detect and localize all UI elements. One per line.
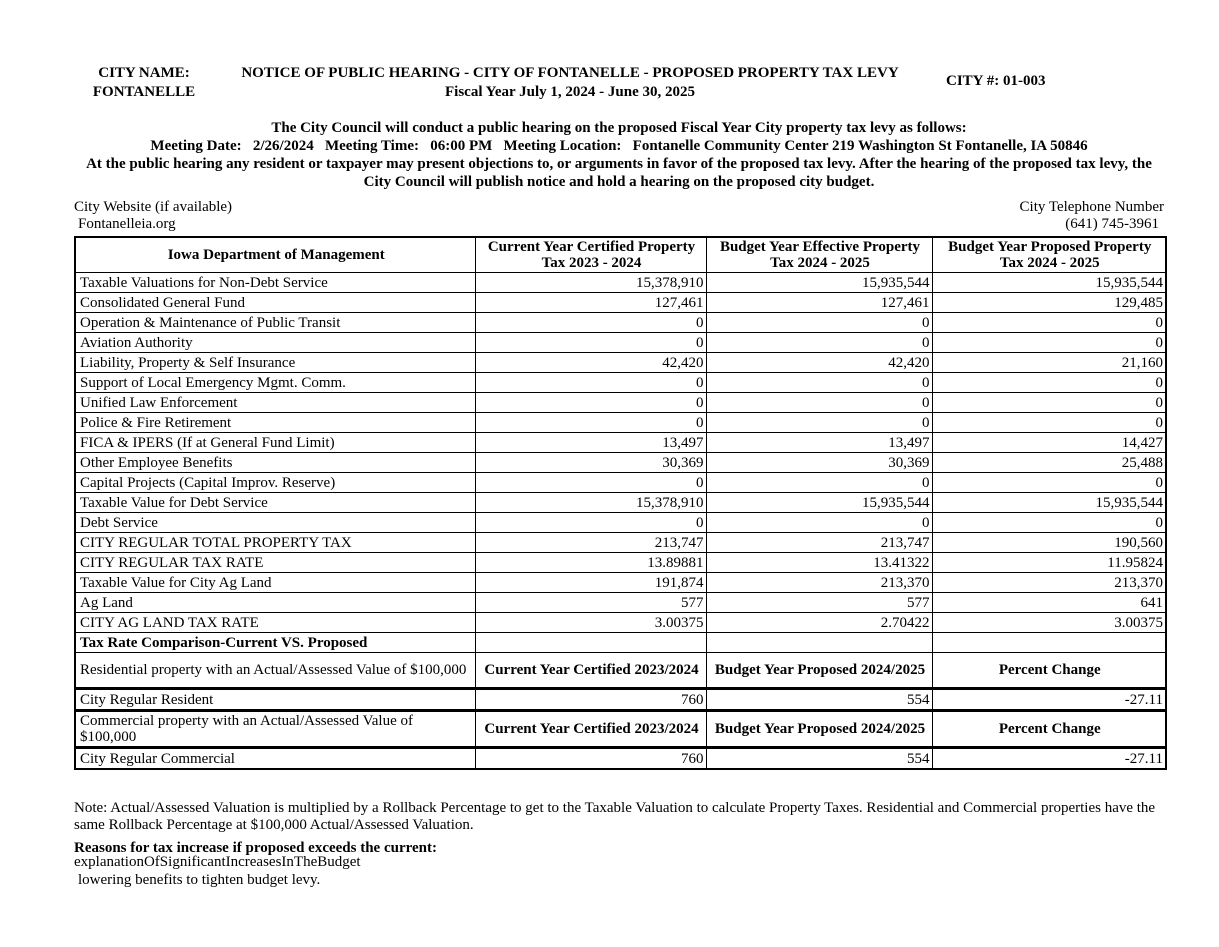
current-value: 13,497 xyxy=(475,433,706,453)
residential-change: -27.11 xyxy=(932,689,1166,711)
comparison-title-row xyxy=(75,633,1166,653)
commercial-change: -27.11 xyxy=(932,748,1166,770)
effective-value: 13.41322 xyxy=(706,553,932,573)
current-value: 0 xyxy=(475,413,706,433)
row-label: Capital Projects (Capital Improv. Reserve) xyxy=(75,473,475,493)
effective-value: 0 xyxy=(706,473,932,493)
commercial-proposed: 554 xyxy=(706,748,932,770)
effective-value: 0 xyxy=(706,393,932,413)
residential-row-label: City Regular Resident xyxy=(75,689,475,711)
hearing-intro xyxy=(74,119,1164,191)
proposed-value: 129,485 xyxy=(932,293,1166,313)
current-value: 127,461 xyxy=(475,293,706,313)
phone-label: City Telephone Number xyxy=(1019,199,1164,215)
row-label: FICA & IPERS (If at General Fund Limit) xyxy=(75,433,475,453)
commercial-header-row xyxy=(75,711,1166,748)
current-value: 0 xyxy=(475,513,706,533)
proposed-value: 0 xyxy=(932,373,1166,393)
row-label: Ag Land xyxy=(75,593,475,613)
proposed-value: 0 xyxy=(932,513,1166,533)
current-value: 0 xyxy=(475,373,706,393)
effective-value: 0 xyxy=(706,333,932,353)
proposed-value: 0 xyxy=(932,473,1166,493)
effective-value: 0 xyxy=(706,313,932,333)
commercial-label: Commercial property with an Actual/Assessed Value of $100,000 xyxy=(75,711,475,748)
effective-value: 127,461 xyxy=(706,293,932,313)
header-dept: Iowa Department of Management xyxy=(75,237,475,273)
effective-value: 577 xyxy=(706,593,932,613)
table-row xyxy=(75,373,1166,393)
effective-value: 213,747 xyxy=(706,533,932,553)
rollback-note: Note: Actual/Assessed Valuation is multiplied by a Rollback Percentage to get to the Taxable Valuation to calculate Property Taxes. Residential and Commercial properties have the same Rollback Percentage at $100,000 Actual/Assessed Valuation. xyxy=(74,800,1156,833)
current-value: 3.00375 xyxy=(475,613,706,633)
table-row xyxy=(75,453,1166,473)
residential-proposed: 554 xyxy=(706,689,932,711)
row-label: Police & Fire Retirement xyxy=(75,413,475,433)
table-header-row xyxy=(75,237,1166,273)
table-row xyxy=(75,533,1166,553)
notice-title: NOTICE OF PUBLIC HEARING - CITY OF FONTANELLE - PROPOSED PROPERTY TAX LEVY xyxy=(241,65,899,81)
effective-value: 30,369 xyxy=(706,453,932,473)
residential-col-current: Current Year Certified 2023/2024 xyxy=(475,653,706,689)
current-value: 0 xyxy=(475,393,706,413)
row-label: CITY REGULAR TOTAL PROPERTY TAX xyxy=(75,533,475,553)
effective-value: 0 xyxy=(706,513,932,533)
city-name-label: CITY NAME: xyxy=(98,65,190,81)
reasons-key: explanationOfSignificantIncreasesInTheBudget xyxy=(74,854,361,870)
proposed-value: 0 xyxy=(932,313,1166,333)
proposed-value: 0 xyxy=(932,413,1166,433)
current-value: 213,747 xyxy=(475,533,706,553)
row-label: CITY REGULAR TAX RATE xyxy=(75,553,475,573)
row-label: Consolidated General Fund xyxy=(75,293,475,313)
proposed-value: 15,935,544 xyxy=(932,273,1166,293)
comparison-title: Tax Rate Comparison-Current VS. Proposed xyxy=(75,633,475,653)
table-row xyxy=(75,513,1166,533)
table-row xyxy=(75,553,1166,573)
website-label: City Website (if available) xyxy=(74,199,233,215)
table-row xyxy=(75,573,1166,593)
row-label: Liability, Property & Self Insurance xyxy=(75,353,475,373)
table-row xyxy=(75,493,1166,513)
effective-value: 13,497 xyxy=(706,433,932,453)
row-label: Taxable Valuations for Non-Debt Service xyxy=(75,273,475,293)
current-value: 30,369 xyxy=(475,453,706,473)
current-value: 0 xyxy=(475,313,706,333)
table-row xyxy=(75,313,1166,333)
proposed-value: 14,427 xyxy=(932,433,1166,453)
table-row xyxy=(75,413,1166,433)
current-value: 0 xyxy=(475,473,706,493)
proposed-value: 0 xyxy=(932,393,1166,413)
reasons-title: Reasons for tax increase if proposed exceeds the current: xyxy=(74,840,438,856)
commercial-col-change: Percent Change xyxy=(932,711,1166,748)
row-label: CITY AG LAND TAX RATE xyxy=(75,613,475,633)
meeting-details: Meeting Date: 2/26/2024 Meeting Time: 06:00 PM Meeting Location: Fontanelle Community Center 219 Washington St Fontanelle, IA 50846 xyxy=(150,138,1088,154)
commercial-row-label: City Regular Commercial xyxy=(75,748,475,770)
city-name: FONTANELLE xyxy=(92,84,196,100)
proposed-value: 15,935,544 xyxy=(932,493,1166,513)
commercial-row xyxy=(75,748,1166,770)
current-value: 42,420 xyxy=(475,353,706,373)
notice-title-block xyxy=(220,64,920,102)
table-row xyxy=(75,273,1166,293)
current-value: 15,378,910 xyxy=(475,493,706,513)
city-number: CITY #: 01-003 xyxy=(946,73,1046,89)
intro-objections: At the public hearing any resident or taxpayer may present objections to, or arguments in favor of the proposed tax levy. After the hearing of the proposed tax levy, the City Council will publish notice and hold a hearing on the proposed city budget. xyxy=(86,156,1152,190)
row-label: Unified Law Enforcement xyxy=(75,393,475,413)
residential-row xyxy=(75,689,1166,711)
table-row xyxy=(75,333,1166,353)
effective-value: 15,935,544 xyxy=(706,493,932,513)
row-label: Taxable Value for City Ag Land xyxy=(75,573,475,593)
current-value: 577 xyxy=(475,593,706,613)
proposed-value: 3.00375 xyxy=(932,613,1166,633)
proposed-value: 21,160 xyxy=(932,353,1166,373)
residential-current: 760 xyxy=(475,689,706,711)
proposed-value: 213,370 xyxy=(932,573,1166,593)
row-label: Debt Service xyxy=(75,513,475,533)
table-row xyxy=(75,293,1166,313)
commercial-col-proposed: Budget Year Proposed 2024/2025 xyxy=(706,711,932,748)
reasons-text: lowering benefits to tighten budget levy. xyxy=(78,872,321,888)
table-row xyxy=(75,393,1166,413)
effective-value: 213,370 xyxy=(706,573,932,593)
proposed-value: 190,560 xyxy=(932,533,1166,553)
effective-value: 15,935,544 xyxy=(706,273,932,293)
header-proposed: Budget Year Proposed Property Tax 2024 - 2025 xyxy=(932,237,1166,273)
effective-value: 0 xyxy=(706,373,932,393)
table-row xyxy=(75,353,1166,373)
city-name-block xyxy=(74,64,214,102)
row-label: Aviation Authority xyxy=(75,333,475,353)
residential-col-change: Percent Change xyxy=(932,653,1166,689)
residential-col-proposed: Budget Year Proposed 2024/2025 xyxy=(706,653,932,689)
effective-value: 2.70422 xyxy=(706,613,932,633)
row-label: Support of Local Emergency Mgmt. Comm. xyxy=(75,373,475,393)
commercial-col-current: Current Year Certified 2023/2024 xyxy=(475,711,706,748)
row-label: Other Employee Benefits xyxy=(75,453,475,473)
header-current: Current Year Certified Property Tax 2023 - 2024 xyxy=(475,237,706,273)
current-value: 13.89881 xyxy=(475,553,706,573)
proposed-value: 11.95824 xyxy=(932,553,1166,573)
table-row xyxy=(75,593,1166,613)
effective-value: 42,420 xyxy=(706,353,932,373)
header-effective: Budget Year Effective Property Tax 2024 - 2025 xyxy=(706,237,932,273)
proposed-value: 641 xyxy=(932,593,1166,613)
levy-table xyxy=(74,236,1167,770)
proposed-value: 0 xyxy=(932,333,1166,353)
effective-value: 0 xyxy=(706,413,932,433)
current-value: 0 xyxy=(475,333,706,353)
website-link[interactable]: Fontanelleia.org xyxy=(78,216,176,232)
intro-line: The City Council will conduct a public hearing on the proposed Fiscal Year City property tax levy as follows: xyxy=(271,120,967,136)
row-label: Operation & Maintenance of Public Transit xyxy=(75,313,475,333)
empty-cell xyxy=(932,633,1166,653)
current-value: 15,378,910 xyxy=(475,273,706,293)
phone-number: (641) 745-3961 xyxy=(1065,216,1159,232)
proposed-value: 25,488 xyxy=(932,453,1166,473)
residential-header-row xyxy=(75,653,1166,689)
empty-cell xyxy=(706,633,932,653)
table-row xyxy=(75,473,1166,493)
residential-label: Residential property with an Actual/Assessed Value of $100,000 xyxy=(75,653,475,689)
row-label: Taxable Value for Debt Service xyxy=(75,493,475,513)
table-row xyxy=(75,613,1166,633)
table-row xyxy=(75,433,1166,453)
current-value: 191,874 xyxy=(475,573,706,593)
commercial-current: 760 xyxy=(475,748,706,770)
empty-cell xyxy=(475,633,706,653)
fiscal-year: Fiscal Year July 1, 2024 - June 30, 2025 xyxy=(445,84,695,100)
